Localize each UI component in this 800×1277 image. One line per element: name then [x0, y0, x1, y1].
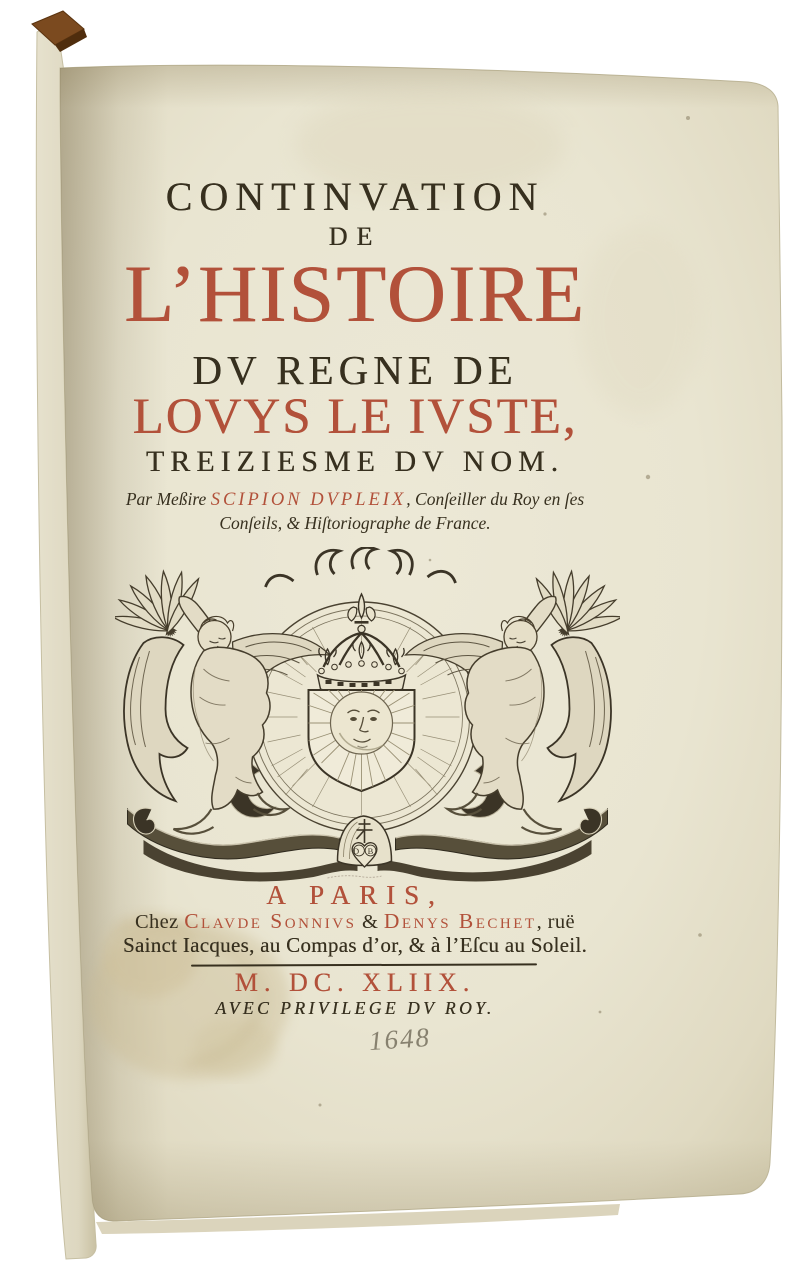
title-connector: DE: [328, 222, 382, 251]
strap-right: [548, 637, 611, 801]
crest-scrollwork: [266, 547, 456, 587]
series-title: CONTINVATION: [165, 174, 545, 219]
main-title: L’HISTOIRE: [124, 248, 586, 339]
byline-suffix: , Conſeiller du Roy en: [406, 489, 561, 509]
imprint-chez: Chez: [134, 911, 185, 933]
byline-line2: ſes Conſeils, & Hiſtoriographe de France.: [219, 489, 585, 534]
imprint-publishers: [70, 910, 640, 934]
publisher-sonnius: Clavde Sonnivs: [184, 909, 357, 933]
engraver-signature-mark: [328, 876, 382, 878]
strap-left: [124, 637, 187, 801]
subtitle-nom: TREIZIESME DV NOM.: [145, 445, 565, 478]
imprint-city: A PARIS,: [266, 880, 444, 910]
imprint-rue: , ruë: [536, 911, 576, 933]
imprint-date: M. DC. XLIIX.: [234, 968, 476, 997]
byline: [115, 488, 595, 535]
monogram-letters: D B: [353, 846, 377, 856]
publisher-bechet: Denys Bechet: [383, 909, 537, 933]
imprint-ampersand: &: [356, 911, 384, 933]
privilege-line: AVEC PRIVILEGE DV ROY.: [215, 998, 495, 1018]
byline-prefix: Par Meßire: [125, 489, 211, 509]
imprint-address: Sainct Iacques, au Compas d’or, & à l’Eſcu au Soleil.: [122, 933, 588, 957]
title-vignette-engraving: [115, 547, 620, 885]
byline-author: SCIPION DVPLEIX: [210, 490, 407, 510]
subtitle-louis: LOVYS LE IVSTE,: [132, 389, 578, 445]
subtitle-regne: DV REGNE DE: [192, 347, 518, 393]
pencil-annotation-date: 1648: [367, 1021, 432, 1057]
